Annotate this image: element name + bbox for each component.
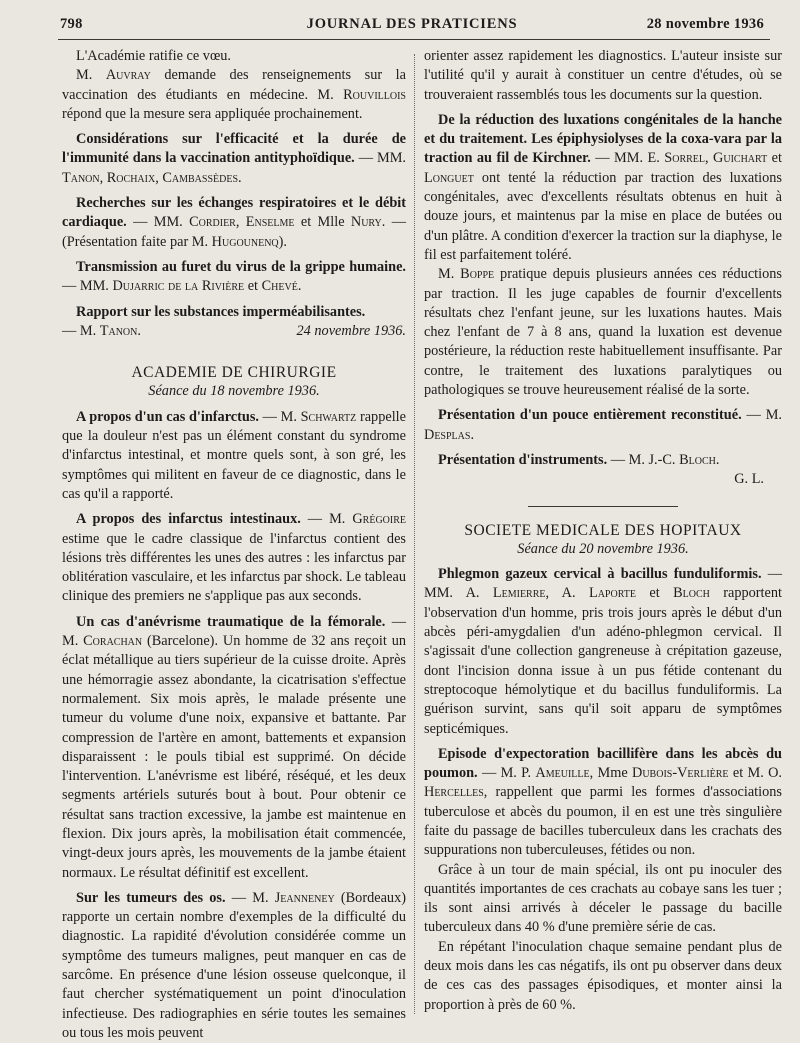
- author-name: Boppe: [460, 266, 495, 283]
- header-rule: [58, 39, 770, 40]
- text-run: .: [715, 451, 720, 468]
- author-name: Ameuille: [535, 765, 590, 782]
- text-run: — MM.: [126, 214, 190, 231]
- section-heading: SOCIETE MEDICALE DES HOPITAUX: [464, 521, 742, 539]
- section-rule: [528, 506, 678, 507]
- entry-title: A propos des infarctus intestinaux.: [76, 511, 301, 528]
- right-column: [424, 47, 782, 1015]
- signature: G. L.: [734, 471, 764, 488]
- communication-entry: [62, 510, 406, 606]
- text-run: .: [470, 426, 475, 443]
- author-name: Sorrel, Guichart: [664, 150, 768, 167]
- author-name: Jeanneney: [274, 889, 335, 906]
- communication-entry: [62, 408, 406, 504]
- communication-entry: [62, 303, 406, 322]
- text-run: répond que la mesure sera appliquée prochainement.: [62, 105, 363, 122]
- author-name: Desplas: [424, 426, 471, 443]
- author-name: Grégoire: [352, 511, 406, 528]
- text-run: pratique depuis plusieurs années ces réductions par traction. Il les juge capables de fournir d'excellents résultats chez l'enfant jeune, sur les luxations hautes. Mais chez l'enfant de 7 à 8 ans, quand la luxation est devenue postérieure, la réduction reste habituellement insuffisante. Par contre, le traitement des luxations paralytiques ou pathologiques se trouve heureusement réalisé de la sorte.: [424, 266, 782, 399]
- text-run: et: [767, 150, 783, 167]
- paragraph: [424, 265, 782, 400]
- entry-title: Rapport sur les substances imperméabilisantes.: [76, 303, 366, 320]
- text-run: — M.: [62, 613, 406, 650]
- text-run: — M. P.: [477, 765, 536, 782]
- author-prefix: — M.: [62, 322, 100, 339]
- text-run: rapportent l'observation d'un homme, pris trois jours après le début d'un abcès péri-amygdalien d'un adéno-phlegmon cervical. Il s'agissait d'une collection gangreneuse à crépitation gazeuse, dont l'incision donna issue à un pus fétide contenant du streptocoque hémolytique et du bacillus funduliformis. La guérison survint, sans qu'il soit apparu de symptômes septicémiques.: [424, 585, 782, 737]
- left-column: [62, 47, 406, 1043]
- author-name: Rouvillois: [343, 86, 406, 103]
- text-run: demande des renseignements sur la vaccination des étudiants en médecine. M.: [62, 67, 406, 103]
- page-number: 798: [60, 16, 83, 32]
- issue-date: 28 novembre 1936: [646, 16, 764, 32]
- author-name: Tanon, Rochaix, Cambassèdes: [62, 169, 239, 186]
- text-run: rappelle que la douleur n'est pas un élément constant du syndrome d'infarctus intestinal, et montre quels sont, à son gré, les symptômes qui militent en faveur de ce diagnostic, dans le cas qu'il a rapporté.: [62, 408, 406, 502]
- communication-entry: [62, 258, 406, 297]
- text-run: et: [244, 278, 262, 295]
- entry-title: Considérations sur l'efficacité et la durée de l'immunité dans la vaccination antityphoïdique.: [62, 131, 406, 167]
- entry-title: Recherches sur les échanges respiratoires et le débit cardiaque.: [62, 195, 406, 231]
- entry-title: Phlegmon gazeux cervical à bacillus funduliformis.: [438, 566, 762, 583]
- entry-title: Transmission au furet du virus de la grippe humaine.: [76, 258, 406, 275]
- text-run: M.: [76, 67, 106, 84]
- text-run: — MM.: [354, 150, 406, 167]
- paragraph: [62, 66, 406, 124]
- author-name: Lemierre: [492, 585, 546, 602]
- communication-entry: [62, 889, 406, 1043]
- text-run: .: [297, 278, 302, 295]
- author-name: Longuet: [424, 169, 474, 186]
- communication-entry: [424, 406, 782, 445]
- author-name: Nury: [350, 214, 382, 231]
- column-divider: [414, 54, 415, 1014]
- author-name: Tanon.: [99, 322, 141, 339]
- communication-entry: [424, 451, 782, 470]
- text-run: ont tenté la réduction par traction des luxations congénitales, avec d'excellents résultats obtenus en huit à douze jours, et maintenus par la mise en place de butées ou d'un plâtre. A condition d'exercer la traction sur la diaphyse, le fil est parfaitement toléré.: [424, 169, 782, 263]
- text-run: , rappellent que parmi les formes d'associations tuberculose et abcès du poumon, il en est une très singulière faite du passage de bacilles tuberculeux dans les crachats des suppurations non tuberculeuses, fétides ou non.: [424, 784, 782, 859]
- text-run: — M.: [300, 511, 353, 528]
- author-name: Dubois-Verlière: [632, 765, 729, 782]
- session-date: Séance du 20 novembre 1936.: [517, 540, 689, 557]
- text-run: ).: [278, 233, 288, 250]
- session-date: Séance du 18 novembre 1936.: [148, 383, 320, 400]
- text-run: — M. J.-C.: [607, 451, 680, 468]
- communication-entry: [424, 111, 782, 265]
- author-name: Corachan: [83, 633, 143, 650]
- author-name: Laporte: [588, 585, 636, 602]
- paragraph: En répétant l'inoculation chaque semaine pendant plus de deux mois dans les cas négatifs, ils ont pu observer dans deux de ces cas des passages épisodiques, et monter ainsi la proportion à près de 60 %.: [424, 938, 782, 1013]
- entry-title: Episode d'expectoration bacillifère dans les abcès du poumon.: [424, 745, 782, 782]
- text-run: — M.: [741, 407, 782, 424]
- communication-entry: [424, 745, 782, 861]
- text-run: . — (Présentation faite par M.: [62, 214, 407, 250]
- text-run: — M.: [259, 408, 301, 425]
- entry-title: Présentation d'instruments.: [438, 451, 608, 468]
- author-name: Cordier, Enselme: [189, 214, 295, 231]
- paragraph: L'Académie ratifie ce vœu.: [76, 48, 231, 64]
- communication-entry: [62, 613, 406, 883]
- text-run: estime que le cadre classique de l'infarctus contient des lésions très différentes les unes des autres : les infarctus par oblitération vasculaire, et les infarctus par shock. Le tableau clinique des premiers ne s'applique pas aux seconds.: [62, 530, 406, 605]
- entry-author-line: [62, 322, 406, 341]
- communication-entry: [62, 194, 406, 252]
- communication-entry: [62, 130, 406, 188]
- text-run: (Bordeaux) rapporte un certain nombre d'exemples de la difficulté du diagnostic. La rapidité d'évolution considérée comme un symptôme des tumeurs malignes, peut manquer en cas de sarcôme. En présence d'une lésion osseuse quelconque, il faut chercher systématiquement un point d'inoculation infectieuse. Des radiographies en série toutes les semaines ou tous les mois peuvent: [62, 889, 406, 1041]
- entry-title: Sur les tumeurs des os.: [76, 889, 226, 906]
- author-name: Bloch: [679, 451, 716, 468]
- author-name: Bloch: [673, 585, 710, 602]
- communication-entry: [424, 565, 782, 739]
- journal-title: JOURNAL DES PRATICIENS: [306, 16, 518, 32]
- text-run: , Mme: [589, 765, 633, 782]
- entry-title: A propos d'un cas d'infarctus.: [76, 408, 259, 425]
- text-run: .: [238, 169, 242, 186]
- author-name: Chevé: [261, 278, 298, 295]
- entry-title: Un cas d'anévrisme traumatique de la fémorale.: [76, 613, 386, 630]
- author-name: Schwartz: [300, 408, 357, 425]
- text-run: — MM.: [62, 278, 113, 295]
- running-header: [60, 14, 764, 40]
- text-run: M.: [438, 266, 461, 283]
- entry-date: 24 novembre 1936.: [296, 322, 406, 339]
- entry-title: Présentation d'un pouce entièrement reconstitué.: [438, 407, 742, 424]
- paragraph: Grâce à un tour de main spécial, ils ont pu inoculer des quantités importantes de ces crachats au cobaye sans les tuer ; ils sont ainsi arrivés à déceler le passage du bacille tuberculeux dans 40 % d'une première série de cas.: [424, 861, 782, 936]
- section-heading: ACADEMIE DE CHIRURGIE: [131, 364, 337, 382]
- text-run: et: [636, 585, 674, 602]
- text-run: — M.: [225, 889, 275, 906]
- author-name: Hercelles: [424, 784, 484, 801]
- text-run: — MM. E.: [590, 150, 665, 167]
- text-run: et M. O.: [728, 765, 782, 782]
- text-run: , A.: [545, 585, 589, 602]
- text-run: — MM. A.: [424, 566, 782, 602]
- author-name: Hugounenq: [211, 233, 279, 250]
- text-run: (Barcelone). Un homme de 32 ans reçoit un éclat métallique au tiers supérieur de la cuisse droite. Après une hémorragie assez abondante, la cicatrisation s'effectue normalement. Six mois après, le malade présente une tumeur du volume d'une noix, expansive et battante. Par compression de l'artère en amont, battements et expansion disparaissent : le pouls tibial est supprimé. On décide l'intervention. L'anévrisme est libéré, réséqué, et les deux segments artériels suturés bout à bout. Pour obtenir ce résultat sans traction excessive, la jambe est maintenue en flexion. Dix jours après, la mobilisation était commencée, vingt-deux jours après, les mouvements de la jambe étaient normaux. Le résultat définitif est excellent.: [62, 633, 406, 881]
- paragraph-continued: orienter assez rapidement les diagnostics. L'auteur insiste sur l'utilité qu'il y aurait à constituer un centre d'études, où se trouveraient rassemblés tous les documents sur la question.: [424, 48, 782, 103]
- entry-title: De la réduction des luxations congénitales de la hanche et du traitement. Les épiphysiolyses de la coxa-vara par la traction au fil de Kirchner.: [424, 111, 782, 167]
- author-name: Dujarric de la Rivière: [112, 278, 245, 295]
- author-name: Auvray: [105, 67, 151, 84]
- text-run: et Mlle: [294, 214, 351, 231]
